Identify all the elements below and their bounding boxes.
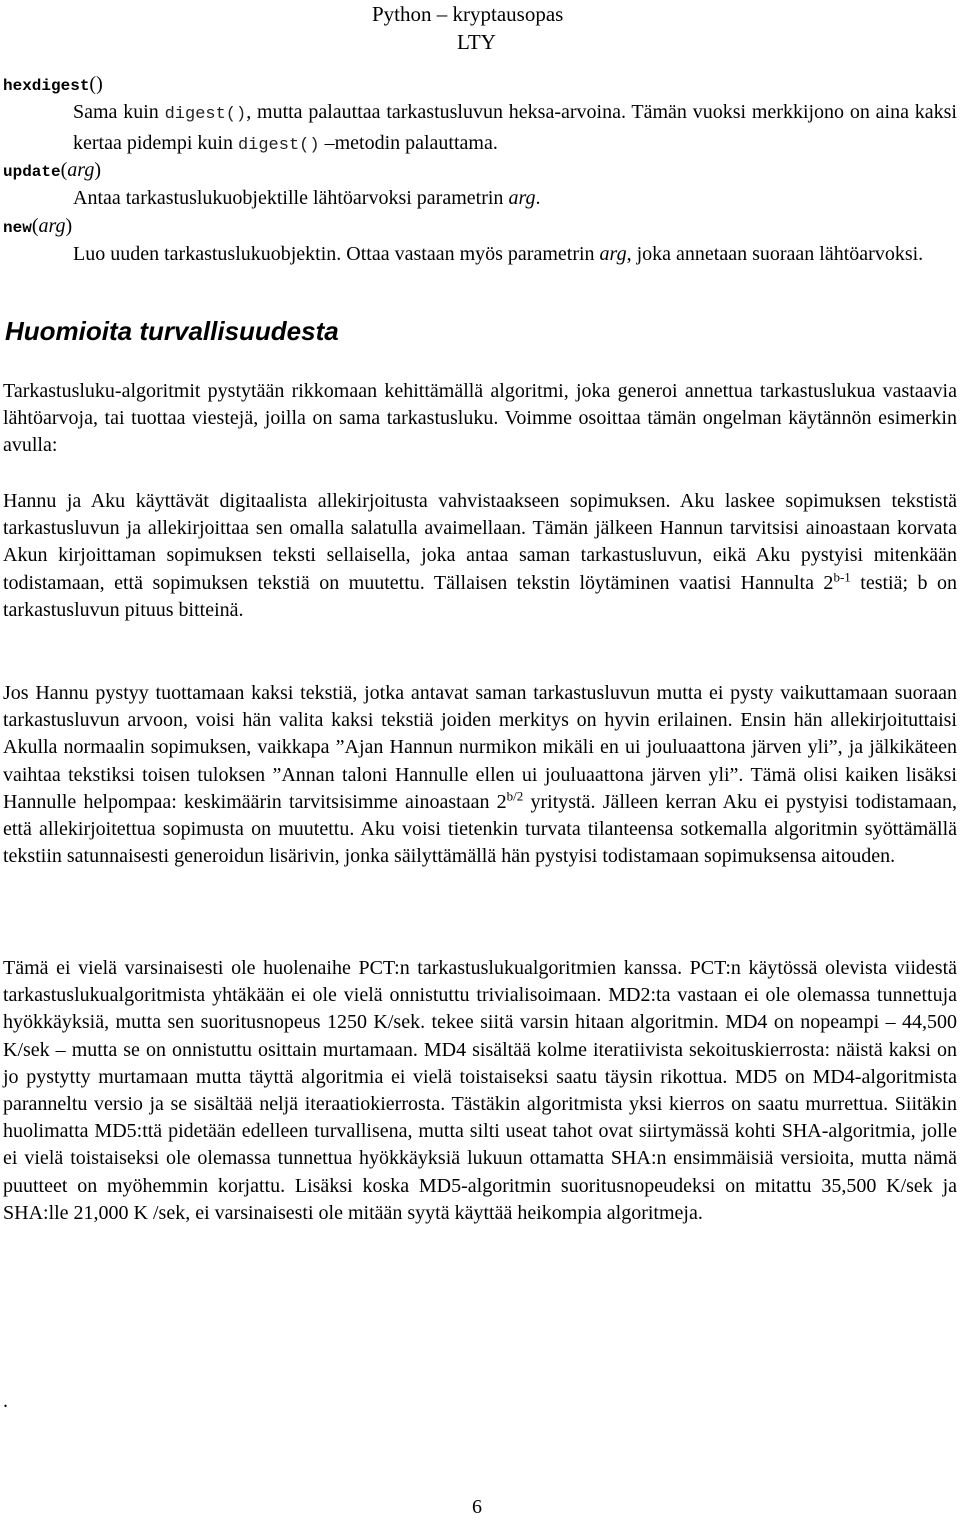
page-number: 6 — [472, 1496, 482, 1518]
definition-desc-hexdigest: Sama kuin digest(), mutta palauttaa tarkastusluvun heksa-arvoina. Tämän vuoksi merkkijono on aina kaksi kertaa pidempi kuin digest() –metodin palauttama. — [73, 101, 957, 155]
trailing-dot: . — [3, 1390, 8, 1412]
paragraph: Tarkastusluku-algoritmit pystytään rikkomaan kehittämällä algoritmi, joka generoi annettua tarkastuslukua vastaavia lähtöarvoja, tai tuottaa viestejä, joilla on sama tarkastusluku. Voimme osoittaa tämän ongelman käytännön esimerkin avulla: — [3, 380, 957, 457]
definition-desc-update: Antaa tarkastuslukuobjektille lähtöarvoksi parametrin arg. — [73, 187, 541, 209]
paragraph: Hannu ja Aku käyttävät digitaalista allekirjoitusta vahvistaakseen sopimuksen. Aku laskee sopimuksen tekstistä tarkastusluvun ja allekirjoittaa sen omalla salatulla avaimellaan. Tämän jälkeen Hannun tarvitsisi ainoastaan korvata Akun kirjoittaman sopimuksen teksti sellaisella, joka antaa saman tarkastusluvun, eikä Aku pystyisi mitenkään todistamaan, että sopimuksen tekstiä on muutettu. Tällaisen tekstin löytäminen vaatisi Hannulta 2$^{b-1}$ testiä; b on tarkastusluvun pituus bitteinä. — [3, 490, 957, 621]
definition-term-hexdigest: hexdigest() — [3, 73, 103, 95]
definition-term-new: new(arg) — [3, 215, 73, 237]
method-name: new — [3, 219, 32, 237]
definition-term-update: update(arg) — [3, 159, 101, 181]
paragraph: Jos Hannu pystyy tuottamaan kaksi tekstiä, jotka antavat saman tarkastusluvun mutta ei pysty vaikuttamaan suoraan tarkastusluvun arvoon, voisi hän valita kaksi tekstiä joiden merkitys on hyvin erilainen. Ensin hän allekirjoituttaisi Akulla normaalin sopimuksen, vaikkapa ”Ajan Hannun nurmikon mikäli en ui jouluaattona järven yli”, ja jälkikäteen vaihtaa tekstiksi toisen tuloksen ”Annan taloni Hannulle ellen ui jouluaattona järven yli”. Tämä olisi kaiken lisäksi Hannulle helpompaa: keskimäärin tarvitsisimme ainoastaan $2^{b/2}$ yritystä. Jälleen kerran Aku ei pystyisi todistamaan, että allekirjoitettua sopimusta on muutettu. Aku voisi tietenkin turvata tilanteensa sotkemalla algoritmin syöttämällä tekstiin satunnaisesti generoidun lisärivin, jonka säilyttämällä hän pystyisi todistamaan sopimuksensa aitouden. — [3, 682, 957, 868]
definition-desc-new: Luo uuden tarkastuslukuobjektin. Ottaa vastaan myös parametrin arg, joka annetaan suoraan lähtöarvoksi. — [73, 243, 924, 265]
header-subtitle: LTY — [457, 30, 496, 54]
section-heading: Huomioita turvallisuudesta — [5, 316, 339, 346]
method-name: update — [3, 163, 61, 181]
header-title: Python – kryptausopas — [372, 2, 564, 26]
paragraph: Tämä ei vielä varsinaisesti ole huolenaihe PCT:n tarkastuslukualgoritmien kanssa. PCT:n käytössä olevista viidestä tarkastuslukualgoritmista yhtäkään ei ole vielä onnistuttu trivialisoimaan. MD2:ta vastaan ei ole olemassa tunnettuja hyökkäyksiä, mutta sen suoritusnopeus 1250 K/sek. tekee siitä varsin hitaan algoritmin. MD4 on nopeampi – 44,500 K/sek – mutta se on onnistuttu osittain murtamaan. MD4 sisältää kolme iteratiivista sekoituskierrosta: näistä kaksi on jo pystytty murtamaan mutta täyttä algoritmia ei vielä toistaiseksi saatu täysin rikottua. MD5 on MD4-algoritmista paranneltu versio ja se sisältää neljä iteraatiokierrosta. Tästäkin algoritmista yksi kierros on saatu murrettua. Siitäkin huolimatta MD5:ttä pidetään edelleen turvallisena, mutta silti useat tahot ovat siirtymässä kohti SHA-algoritmia, jolle ei vielä toistaiseksi ole olemassa tunnettua hyökkäyksiä lukuun ottamatta SHA:n ensimmäisiä versioita, mutta nämä puutteet on myöhemmin korjattu. Lisäksi koska MD5-algoritmin suoritusnopeudeksi on mitattu 35,500 K/sek ja SHA:lle 21,000 K /sek, ei varsinaisesti ole mitään syytä käyttää heikompia algoritmeja. — [3, 957, 957, 1224]
method-name: hexdigest — [3, 77, 90, 95]
